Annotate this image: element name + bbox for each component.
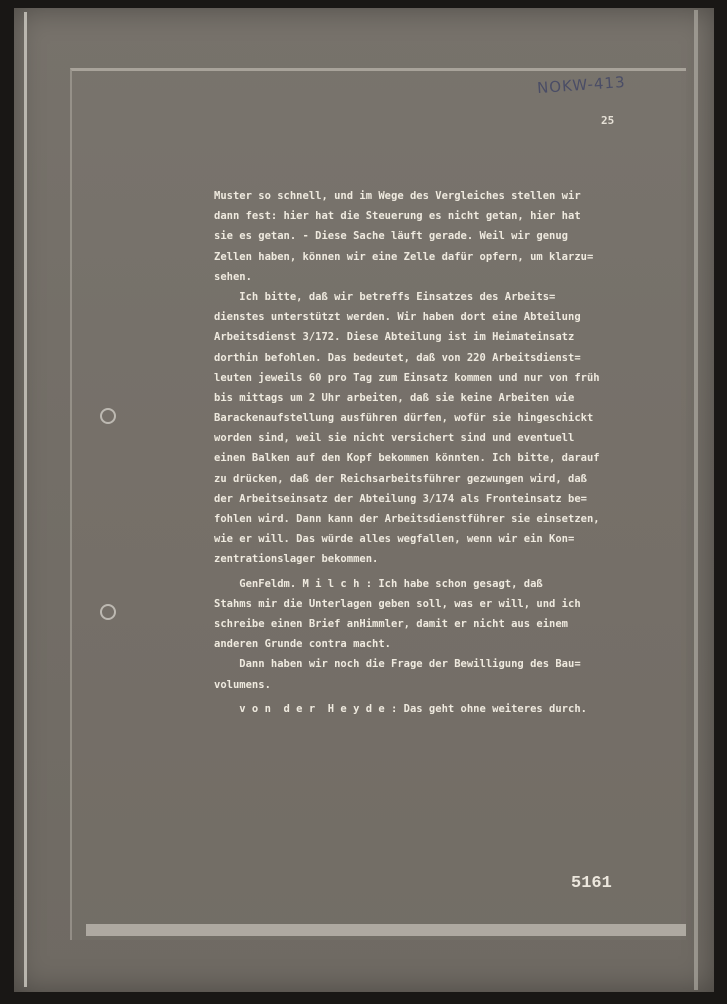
body-line: v o n d e r H e y d e : Das geht ohne weiteres durch. xyxy=(214,702,587,715)
body-line: Dann haben wir noch die Frage der Bewilligung des Bau= xyxy=(214,658,581,671)
body-line: worden sind, weil sie nicht versichert sind und eventuell xyxy=(214,432,575,445)
body-line: zentrationslager bekommen. xyxy=(214,553,379,566)
page-number: 25 xyxy=(601,114,615,127)
body-line: Zellen haben, können wir eine Zelle dafür opfern, um klarzu= xyxy=(214,250,594,263)
body-line: einen Balken auf den Kopf bekommen könnten. Ich bitte, darauf xyxy=(214,452,600,465)
body-line: leuten jeweils 60 pro Tag zum Einsatz kommen und nur von früh xyxy=(214,371,600,384)
body-line: volumens. xyxy=(214,678,271,691)
body-line: zu drücken, daß der Reichsarbeitsführer gezwungen wird, daß xyxy=(214,472,587,485)
body-line: Stahms mir die Unterlagen geben soll, was er will, und ich xyxy=(214,597,581,610)
punch-hole xyxy=(100,408,116,424)
punch-hole xyxy=(100,604,116,620)
pencil-reference-annotation: NOKW-413 xyxy=(536,72,627,98)
body-line: Ich bitte, daß wir betreffs Einsatzes des Arbeits= xyxy=(214,290,556,303)
body-line: wie er will. Das würde alles wegfallen, wenn wir ein Kon= xyxy=(214,533,575,546)
body-line: dann fest: hier hat die Steuerung es nicht getan, hier hat xyxy=(214,210,581,223)
document-body xyxy=(214,186,684,719)
body-line: schreibe einen Brief anHimmler, damit er nicht aus einem xyxy=(214,617,569,630)
body-line: sie es getan. - Diese Sache läuft gerade. Weil wir genug xyxy=(214,230,569,243)
body-line: dienstes unterstützt werden. Wir haben dort eine Abteilung xyxy=(214,311,581,324)
body-line: sehen. xyxy=(214,270,252,283)
body-line: bis mittags um 2 Uhr arbeiten, daß sie keine Arbeiten wie xyxy=(214,391,575,404)
sheet-left-edge xyxy=(24,12,27,987)
body-line: Arbeitsdienst 3/172. Diese Abteilung ist im Heimateinsatz xyxy=(214,331,575,344)
body-line: anderen Grunde contra macht. xyxy=(214,638,392,651)
bottom-band xyxy=(86,924,686,936)
body-line: dorthin befohlen. Das bedeutet, daß von 220 Arbeitsdienst= xyxy=(214,351,581,364)
sheet-right-edge xyxy=(694,10,698,990)
body-line: GenFeldm. M i l c h : Ich habe schon gesagt, daß xyxy=(214,577,543,590)
document-number: 5161 xyxy=(571,874,612,893)
body-line: Barackenaufstellung ausführen dürfen, wofür sie hingeschickt xyxy=(214,412,594,425)
body-line: der Arbeitseinsatz der Abteilung 3/174 als Fronteinsatz be= xyxy=(214,492,587,505)
body-line: Muster so schnell, und im Wege des Vergleiches stellen wir xyxy=(214,190,581,202)
body-line: fohlen wird. Dann kann der Arbeitsdienstführer sie einsetzen, xyxy=(214,513,600,525)
